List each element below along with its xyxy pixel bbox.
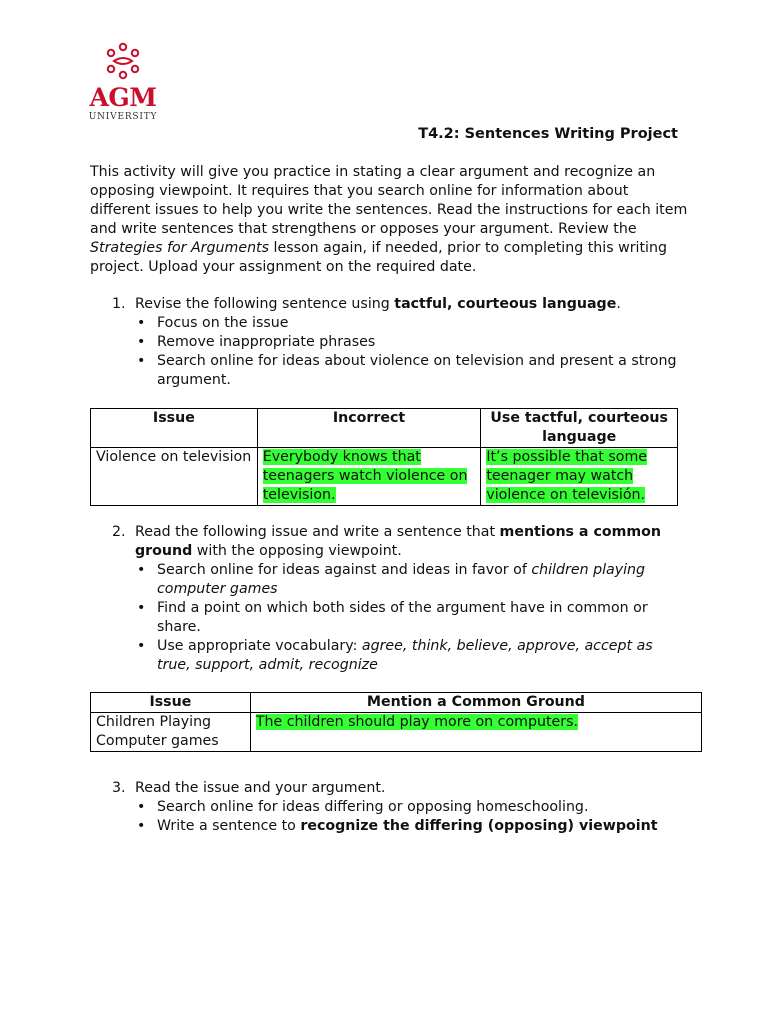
column-header: Incorrect [257,409,481,448]
instruction-item-1 [90,295,690,390]
bullet-list [135,561,690,675]
table-tactful-language [90,408,678,506]
item-number: 3. [112,780,126,796]
table-row [91,713,702,752]
table-common-ground [90,692,702,752]
column-header: Mention a Common Ground [250,693,701,713]
bullet-list [135,798,690,836]
common-ground-cell [250,713,701,752]
table-header-row [91,693,702,713]
page-title: T4.2: Sentences Writing Project [418,126,678,142]
highlighted-text: It’s possible that some teenager may watch violence on televisión. [486,449,648,503]
tactful-cell [481,448,678,506]
table-row [91,448,678,506]
instruction-item-3 [90,779,690,836]
issue-cell: Children Playing Computer games [91,713,251,752]
item-text: Read the following issue and write a sentence that mentions a common ground with the opposing viewpoint. [135,524,662,559]
item-text: Revise the following sentence using tactful, courteous language. [135,296,621,312]
list-item: • Search online for ideas about violence on television and present a strong argument. [137,353,677,388]
item-text: Read the issue and your argument. [135,780,386,796]
list-item: • Write a sentence to recognize the differing (opposing) viewpoint [137,818,658,834]
item-number: 2. [112,524,126,540]
highlighted-text: Everybody knows that teenagers watch violence on television. [262,449,468,503]
intro-italic: Strategies for Arguments [90,240,270,256]
issue-cell: Violence on television [91,448,258,506]
item-number: 1. [112,296,126,312]
list-item: • Search online for ideas differing or opposing homeschooling. [137,799,589,815]
column-header: Use tactful, courteous language [481,409,678,448]
intro-text-1: This activity will give you practice in stating a clear argument and recognize an opposing viewpoint. It requires that you search online for information about different issues to help you write the sentences. Read the instructions for each item and write sentences that strengthens or opposes your argument. Review the [90,164,688,237]
agm-emblem-icon [102,42,144,80]
university-logo [88,42,158,123]
intro-paragraph [90,163,690,277]
logo-subtitle: UNIVERSITY [88,112,158,122]
bullet-list [135,314,690,390]
logo-name: AGM [89,83,157,112]
instruction-item-2 [90,523,690,675]
list-item: • Search online for ideas against and ideas in favor of children playing computer games [137,562,646,597]
column-header: Issue [91,409,258,448]
list-item: • Use appropriate vocabulary: agree, think, believe, approve, accept as true, support, admit, recognize [137,638,653,673]
column-header: Issue [91,693,251,713]
list-item: • Focus on the issue [137,315,289,331]
table-header-row [91,409,678,448]
incorrect-cell [257,448,481,506]
list-item: • Find a point on which both sides of the argument have in common or share. [137,600,648,635]
list-item: • Remove inappropriate phrases [137,334,376,350]
highlighted-text: The children should play more on computers. [255,714,578,730]
intro-text-2: lesson again, if needed, prior to completing this writing project. Upload your assignment on the required date. [90,240,667,275]
